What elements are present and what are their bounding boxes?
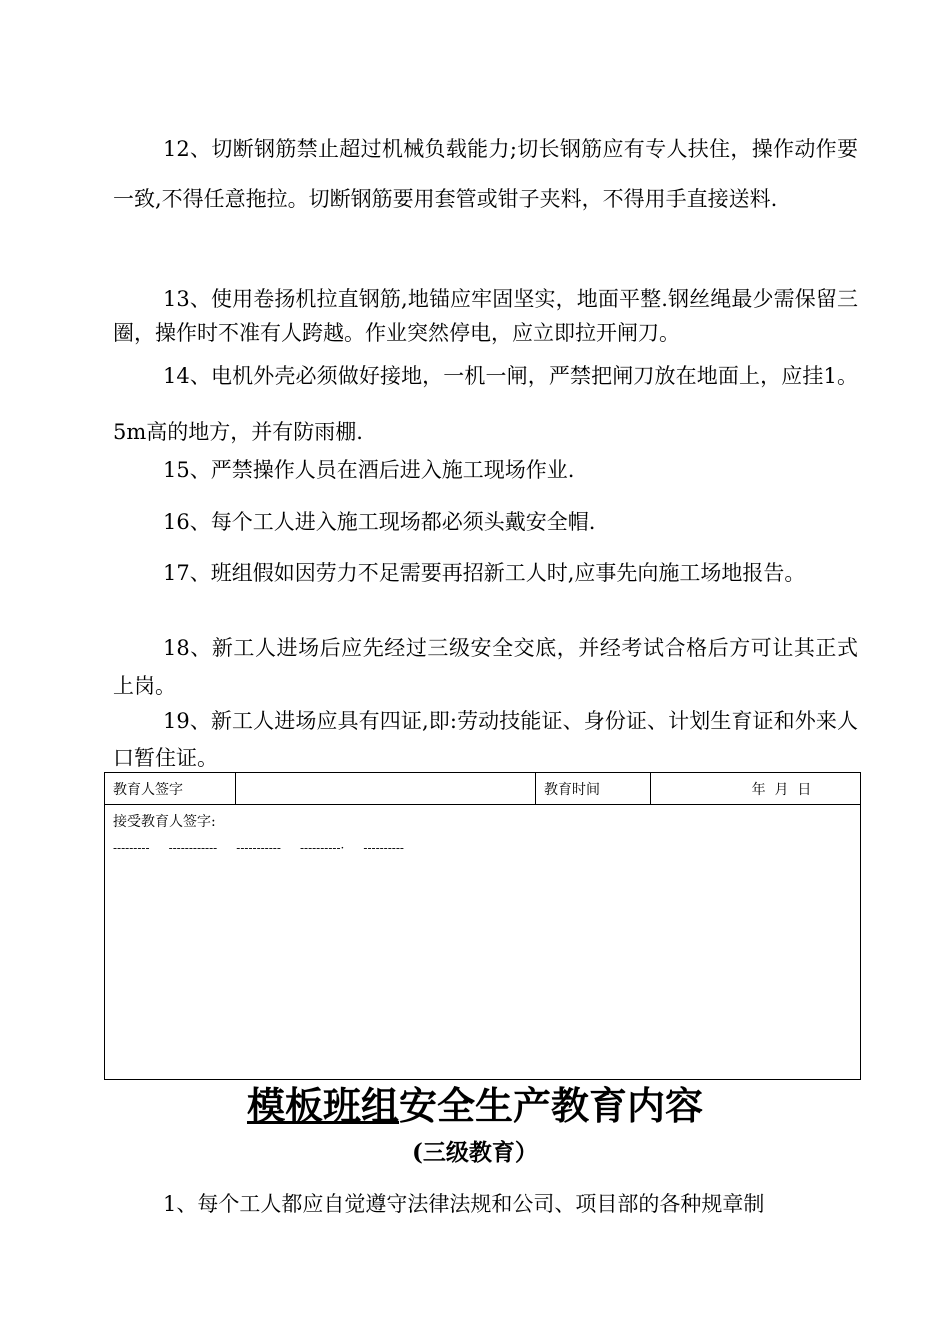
receiver-label: 接受教育人签字:: [113, 814, 216, 830]
title-underlined-part: 模板班组: [246, 1083, 399, 1128]
title-rest-part: 安全生产教育内容: [399, 1083, 704, 1128]
time-label: 教育时间: [544, 781, 600, 798]
paragraph-18-text: 18、新工人进场后应先经过三级安全交底，并经考试合格后方可让其正式上岗。: [113, 636, 858, 698]
receiver-signature-area[interactable]: [105, 805, 861, 1080]
paragraph-12-text: 12、切断钢筋禁止超过机械负载能力;切长钢筋应有专人扶住，操作动作要一致,不得任意拖拉。切断钢筋要用套管或钳子夹料，不得用手直接送料.: [113, 137, 858, 211]
paragraph-19: [113, 703, 858, 777]
signature-table: [104, 772, 861, 1080]
paragraph-1-text: 1、每个工人都应自觉遵守法律法规和公司、项目部的各种规章制: [163, 1192, 765, 1216]
paragraph-14-text: 14、电机外壳必须做好接地，一机一闸，严禁把闸刀放在地面上，应挂1。5m高的地方，并有防雨棚.: [113, 364, 858, 444]
paragraph-1: [113, 1186, 858, 1222]
time-label-cell: [536, 773, 651, 805]
educator-label-cell: [105, 773, 236, 805]
education-date: 年 月 日: [751, 781, 812, 798]
paragraph-18: [113, 629, 858, 705]
paragraph-16: [113, 504, 858, 540]
paragraph-13: [113, 282, 858, 350]
paragraph-17: [113, 556, 858, 590]
educator-signature-field[interactable]: [236, 773, 536, 805]
paragraph-13-text: 13、使用卷扬机拉直钢筋,地锚应牢固坚实，地面平整.钢丝绳最少需保留三圈，操作时不准有人跨越。作业突然停电，应立即拉开闸刀。: [113, 287, 858, 345]
paragraph-15: [113, 452, 858, 488]
educator-label: 教育人签字: [113, 781, 183, 798]
paragraph-16-text: 16、每个工人进入施工现场都必须头戴安全帽.: [163, 510, 596, 534]
signature-dash-lines: --------- ------------ ----------- ----------· ----------: [113, 841, 404, 855]
paragraph-15-text: 15、严禁操作人员在酒后进入施工现场作业.: [163, 458, 575, 482]
paragraph-12: [113, 124, 858, 224]
signature-table-body-row: [105, 805, 861, 1080]
education-date-field[interactable]: [651, 773, 861, 805]
paragraph-17-text: 17、班组假如因劳力不足需要再招新工人时,应事先向施工场地报告。: [163, 561, 806, 585]
signature-table-header-row: [105, 773, 861, 805]
paragraph-14: [113, 348, 858, 460]
document-title: [0, 1078, 950, 1134]
document-subtitle: (三级教育）: [412, 1139, 538, 1166]
paragraph-19-text: 19、新工人进场应具有四证,即:劳动技能证、身份证、计划生育证和外来人口暂住证。: [113, 709, 858, 770]
